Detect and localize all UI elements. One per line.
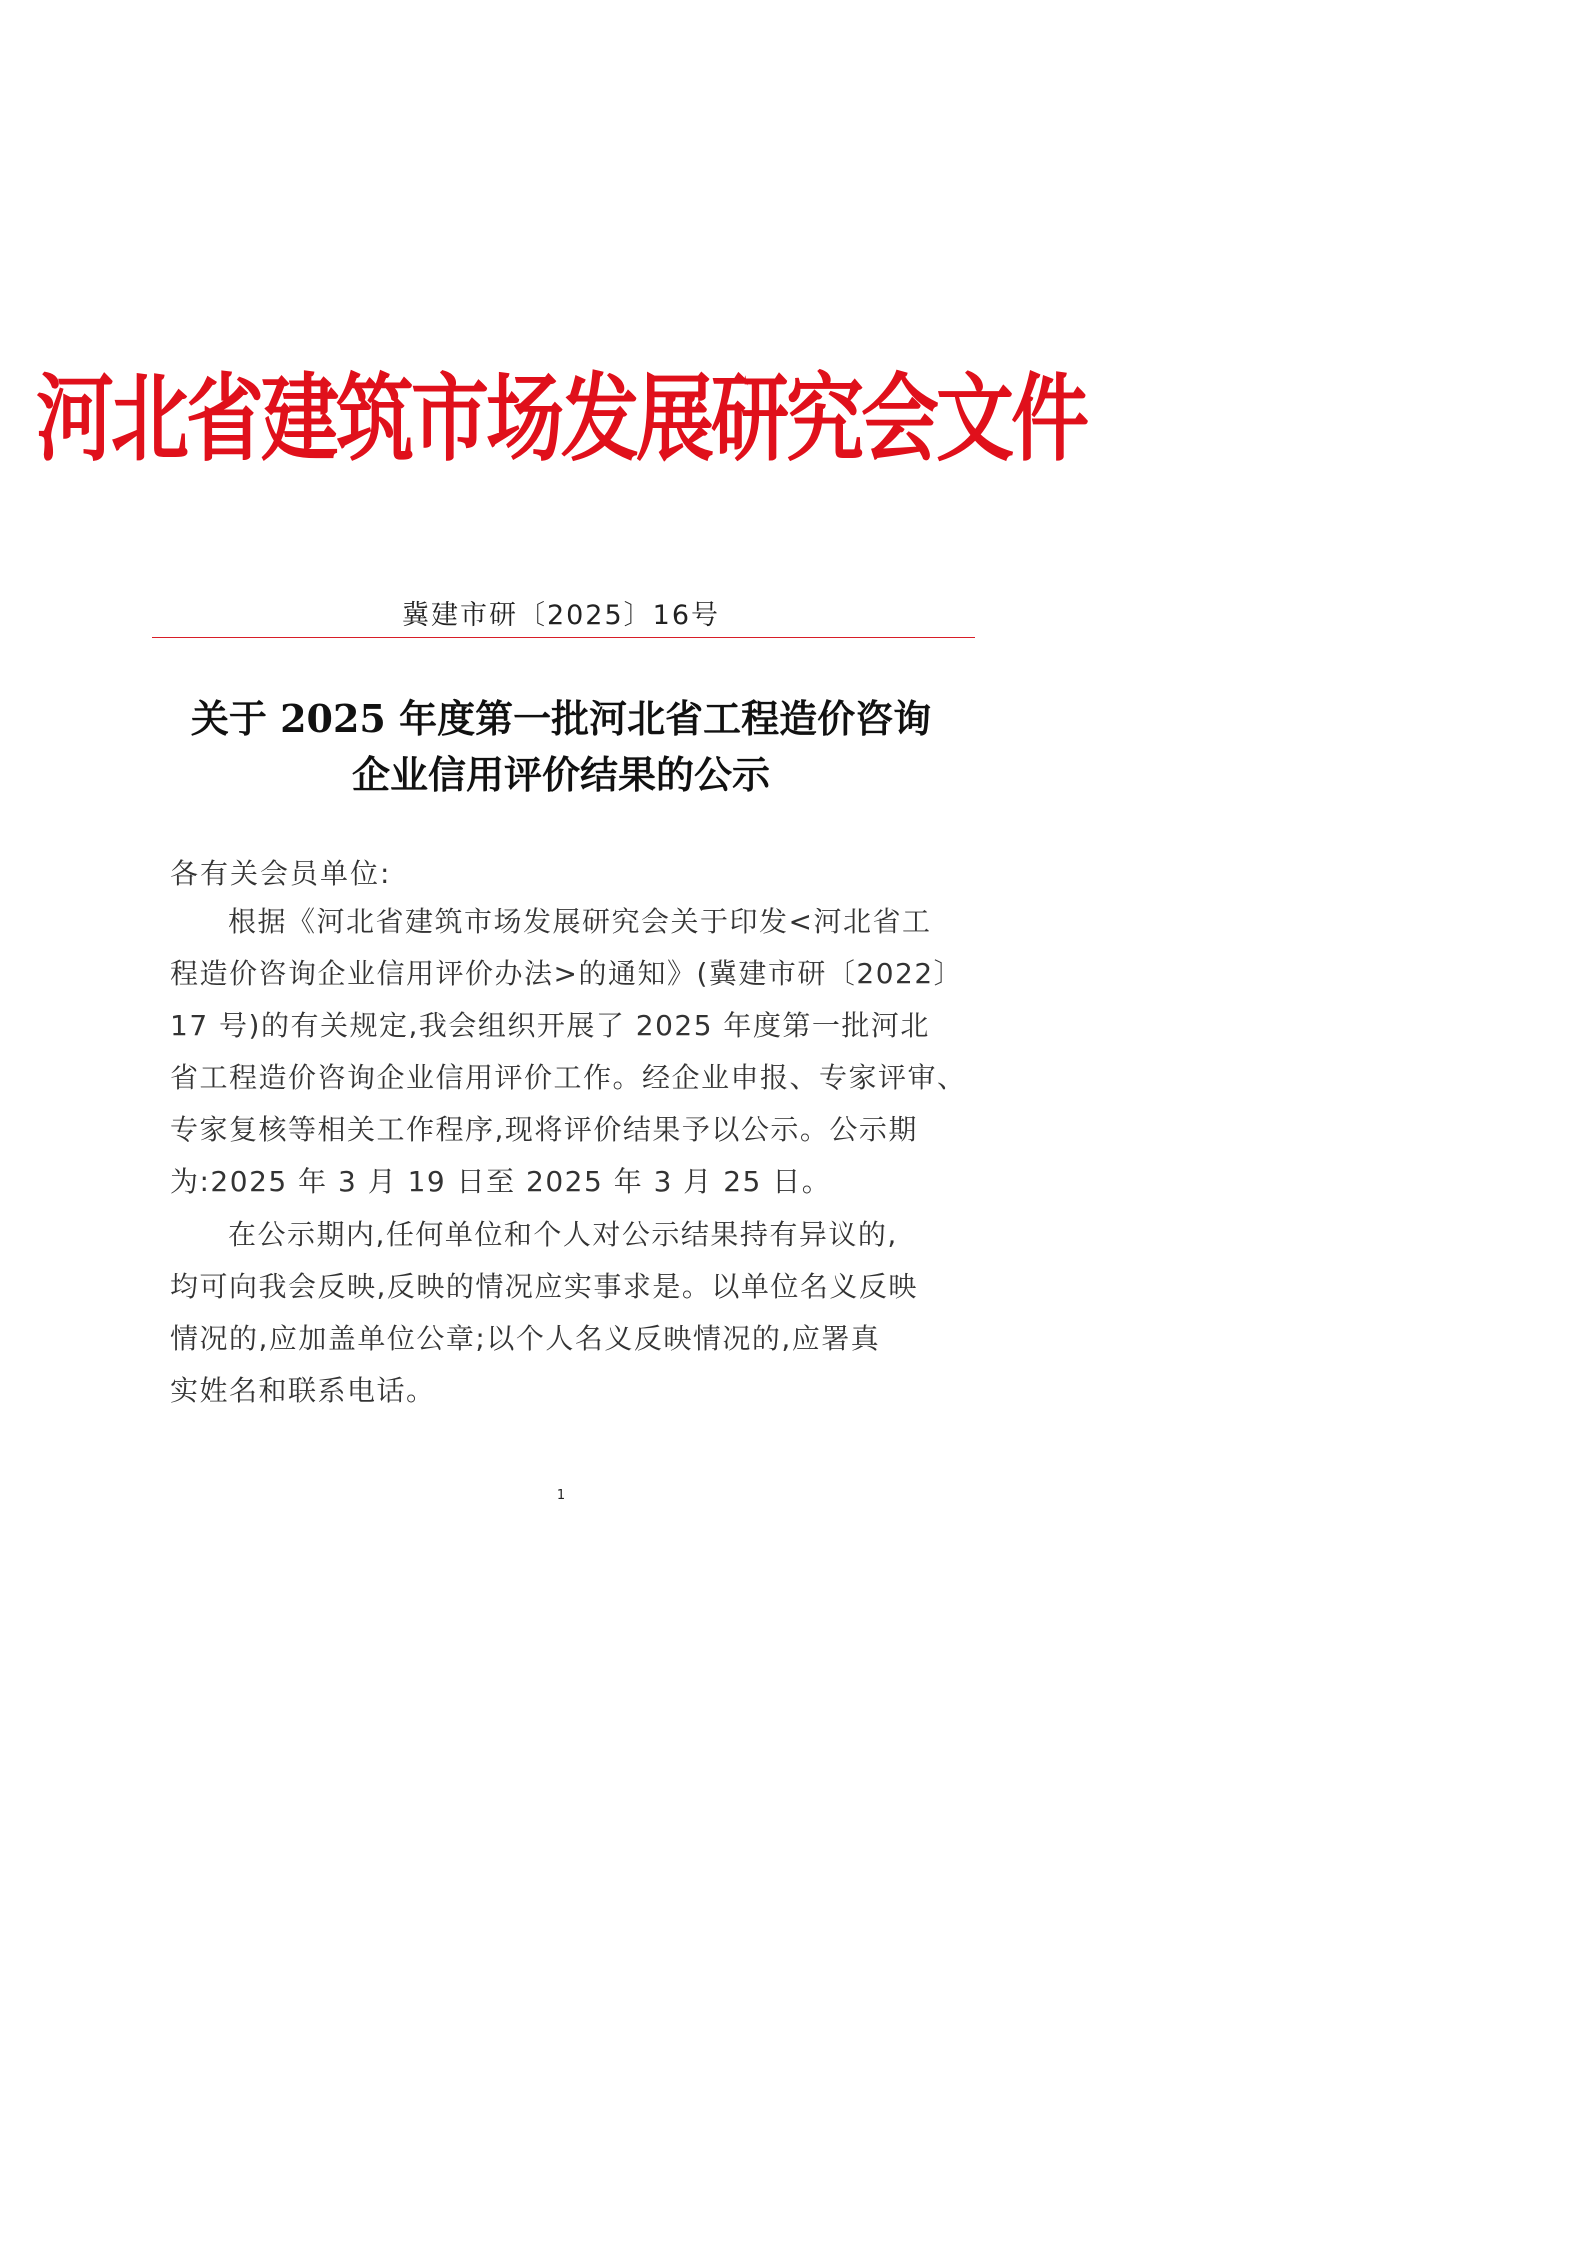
document-number: 冀建市研〔2025〕16号 (401, 600, 721, 631)
paragraph-line: 根据《河北省建筑市场发展研究会关于印发<河北省工 (228, 905, 932, 938)
notice-title-line-2: 企业信用评价结果的公示 (351, 752, 770, 797)
paragraph-line: 为:2025 年 3 月 19 日至 2025 年 3 月 25 日。 (170, 1165, 832, 1198)
salutation: 各有关会员单位: (170, 857, 392, 890)
paragraph-objection (170, 1209, 960, 1417)
paragraph-line: 专家复核等相关工作程序,现将评价结果予以公示。公示期 (170, 1113, 918, 1146)
paragraph-line: 17 号)的有关规定,我会组织开展了 2025 年度第一批河北 (170, 1009, 930, 1042)
document-page (0, 0, 1122, 1587)
paragraph-line: 均可向我会反映,反映的情况应实事求是。以单位名义反映 (170, 1270, 918, 1303)
red-separator-line (152, 637, 975, 638)
masthead-title: 河北省建筑市场发展研究会文件 (35, 363, 1086, 475)
paragraph-line: 实姓名和联系电话。 (170, 1374, 436, 1407)
paragraph-basis (170, 896, 967, 1208)
notice-title-line-1: 关于 2025 年度第一批河北省工程造价咨询 (190, 696, 932, 741)
paragraph-line: 在公示期内,任何单位和个人对公示结果持有异议的, (228, 1218, 898, 1251)
paragraph-line: 程造价咨询企业信用评价办法>的通知》(冀建市研〔2022〕 (170, 957, 964, 990)
paragraph-line: 省工程造价咨询企业信用评价工作。经企业申报、专家评审、 (170, 1061, 967, 1094)
page-number: 1 (556, 1488, 566, 1503)
paragraph-line: 情况的,应加盖单位公章;以个人名义反映情况的,应署真 (170, 1322, 881, 1355)
